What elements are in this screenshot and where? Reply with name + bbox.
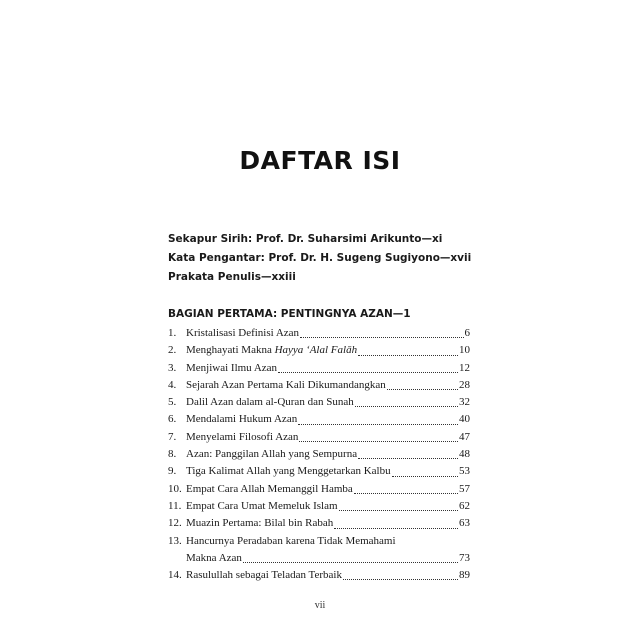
toc-entry-title — [186, 342, 357, 359]
toc-entry — [168, 394, 470, 411]
toc-entry — [168, 498, 470, 515]
leader-dots — [354, 493, 458, 494]
toc-entry-title: Muazin Pertama: Bilal bin Rabah — [186, 517, 334, 530]
toc-entry-number: 11. — [168, 499, 182, 512]
toc-entry-number: 2. — [168, 344, 177, 357]
toc-entry — [168, 446, 470, 463]
toc-entry — [168, 360, 470, 377]
toc-entry-page: 89 — [459, 569, 470, 582]
toc-entry — [168, 342, 470, 359]
toc-entry-page: 73 — [459, 551, 470, 564]
toc-entry-page: 28 — [459, 378, 470, 391]
toc-entry-title: Hancurnya Peradaban karena Tidak Memahami — [186, 534, 396, 547]
toc-entry-page: 32 — [459, 396, 470, 409]
toc-entry-page: 57 — [459, 482, 470, 495]
leader-dots — [355, 406, 458, 407]
toc-entry — [168, 567, 470, 584]
toc-entry-page: 53 — [459, 465, 470, 478]
toc-entry-number: 8. — [168, 448, 177, 461]
toc-entry-title-continued: Makna Azan — [186, 551, 242, 564]
toc-entry — [168, 377, 470, 394]
toc-entry-number: 1. — [168, 327, 177, 339]
toc-entry-continuation — [168, 550, 470, 567]
toc-entry-number: 3. — [168, 361, 177, 374]
leader-dots — [343, 579, 458, 580]
toc-entry — [168, 411, 470, 428]
toc-entry-title: Mendalami Hukum Azan — [186, 413, 298, 426]
toc-list — [168, 325, 470, 584]
leader-dots — [358, 458, 458, 459]
toc-entry-title: Tiga Kalimat Allah yang Menggetarkan Kalbu — [186, 465, 391, 478]
leader-dots — [392, 476, 458, 477]
section-heading: BAGIAN PERTAMA: PENTINGNYA AZAN—1 — [168, 308, 411, 320]
toc-entry-page: 62 — [459, 499, 470, 512]
toc-entry-number: 14. — [168, 569, 182, 582]
toc-entry-number: 5. — [168, 396, 177, 409]
front-matter-item: Sekapur Sirih: Prof. Dr. Suharsimi Arikunto—xi — [168, 233, 443, 245]
toc-entry — [168, 463, 470, 480]
toc-entry-number: 12. — [168, 517, 182, 530]
toc-entry-page: 12 — [459, 361, 470, 374]
front-matter-list — [168, 230, 471, 287]
toc-entry-title: Empat Cara Umat Memeluk Islam — [186, 499, 338, 512]
toc-entry-page: 40 — [459, 413, 470, 426]
toc-entry-title: Empat Cara Allah Memanggil Hamba — [186, 482, 353, 495]
toc-entry-page: 47 — [459, 430, 470, 443]
leader-dots — [387, 389, 458, 390]
toc-entry-title: Menjiwai Ilmu Azan — [186, 361, 278, 374]
toc-entry-title: Menyelami Filosofi Azan — [186, 430, 299, 443]
leader-dots — [339, 510, 458, 511]
toc-entry-title: Sejarah Azan Pertama Kali Dikumandangkan — [186, 378, 386, 391]
toc-entry-page: 6 — [464, 327, 470, 339]
front-matter-item: Prakata Penulis—xxiii — [168, 271, 296, 283]
leader-dots — [243, 562, 458, 563]
toc-entry-number: 10. — [168, 482, 182, 495]
front-matter-item: Kata Pengantar: Prof. Dr. H. Sugeng Sugiyono—xvii — [168, 252, 472, 264]
leader-dots — [334, 528, 458, 529]
leader-dots — [298, 424, 458, 425]
toc-entry-number: 6. — [168, 413, 177, 426]
leader-dots — [300, 337, 463, 338]
toc-entry-title: Rasulullah sebagai Teladan Terbaik — [186, 569, 342, 582]
toc-entry-number: 13. — [168, 534, 182, 547]
leader-dots — [358, 355, 458, 356]
toc-entry-page: 10 — [459, 344, 470, 357]
toc-entry — [168, 429, 470, 446]
page-title: DAFTAR ISI — [239, 146, 401, 175]
leader-dots — [278, 372, 458, 373]
toc-entry-title: Dalil Azan dalam al-Quran dan Sunah — [186, 396, 354, 409]
toc-entry-title-text: Menghayati Makna — [186, 344, 275, 357]
toc-entry — [168, 481, 470, 498]
page-number: vii — [314, 600, 326, 611]
toc-entry-title: Azan: Panggilan Allah yang Sempurna — [186, 448, 358, 461]
toc-entry-first-line — [168, 533, 470, 550]
leader-dots — [299, 441, 458, 442]
toc-entry — [168, 515, 470, 532]
toc-entry-page: 63 — [459, 517, 470, 530]
toc-entry-number: 4. — [168, 378, 177, 391]
toc-entry-number: 7. — [168, 430, 177, 443]
toc-entry — [168, 325, 470, 342]
toc-entry-number: 9. — [168, 465, 177, 478]
toc-entry-title: Kristalisasi Definisi Azan — [186, 327, 300, 339]
toc-entry-page: 48 — [459, 448, 470, 461]
toc-entry-title-italic: Hayya ‘Alal Falāh — [274, 344, 358, 357]
